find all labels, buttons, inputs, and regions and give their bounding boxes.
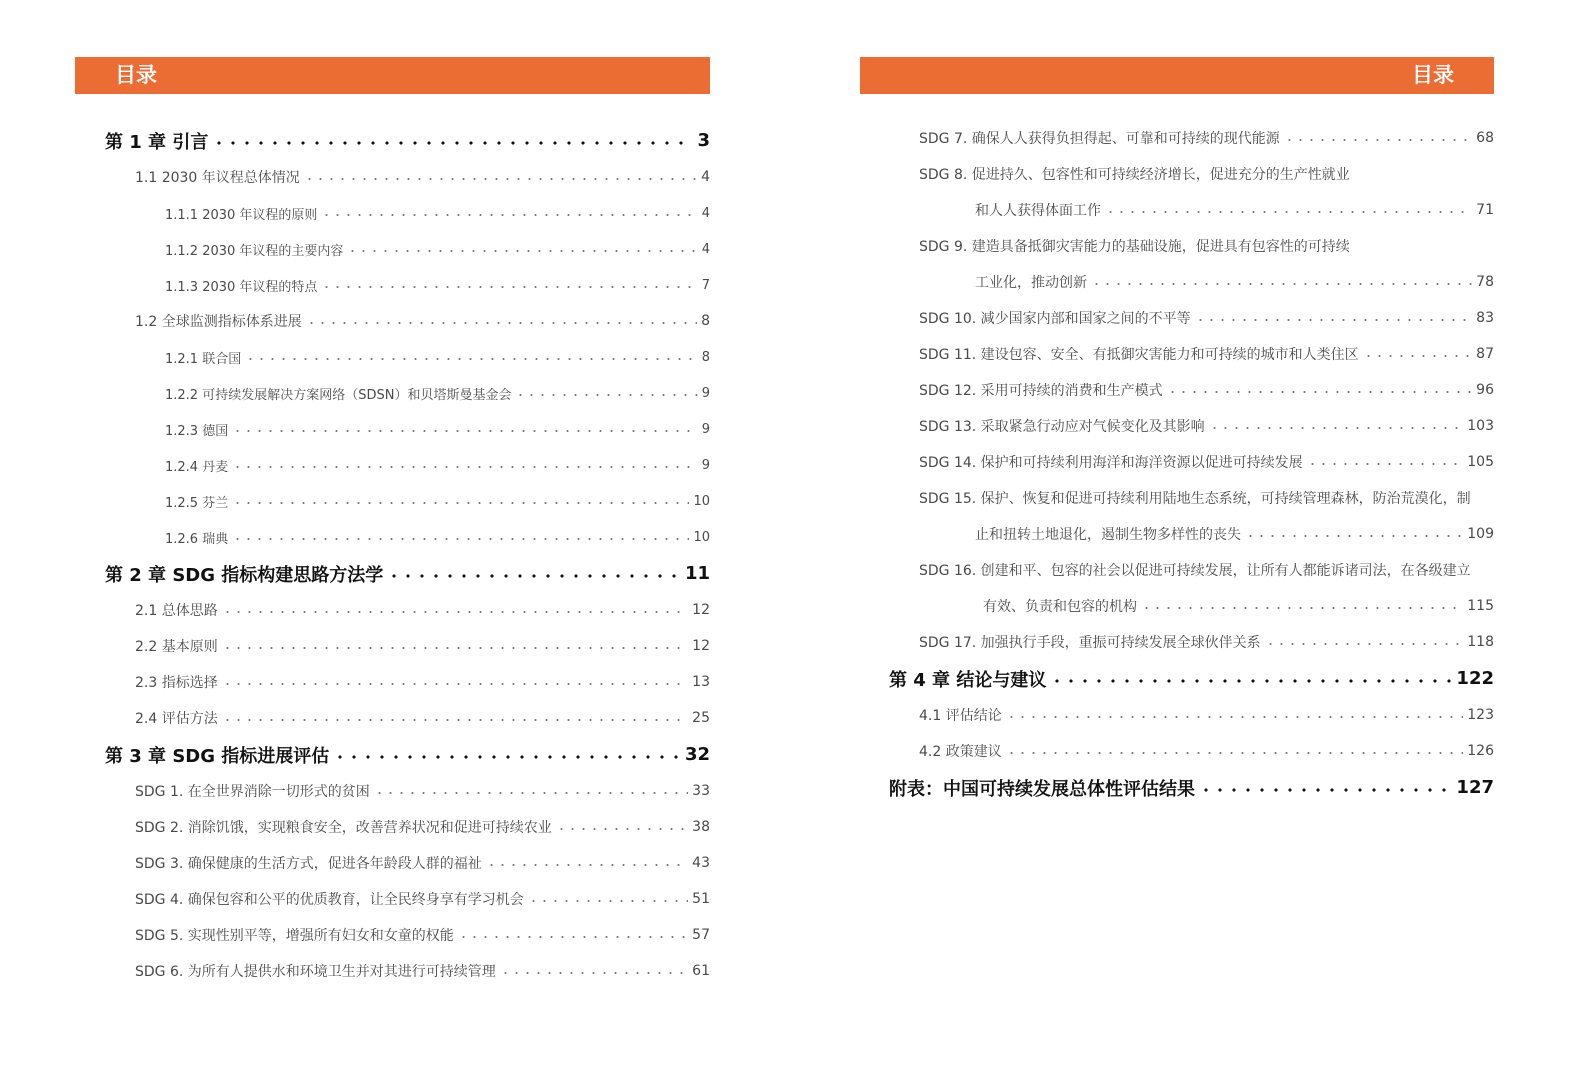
- toc-entry[interactable]: [889, 697, 1494, 733]
- toc-entry[interactable]: [105, 628, 710, 664]
- toc-entry[interactable]: [889, 733, 1494, 769]
- toc-page-number: 38: [692, 819, 710, 835]
- toc-entry-title: 有效、负责和包容的机构: [983, 599, 1137, 615]
- dot-leader: [1091, 282, 1472, 286]
- toc-entry-title: 1.1 2030 年议程总体情况: [135, 170, 300, 186]
- toc-page-number: 87: [1476, 346, 1494, 362]
- dot-leader: [232, 501, 689, 505]
- toc-page-number: 11: [684, 563, 710, 584]
- toc-entry[interactable]: [105, 953, 710, 989]
- dot-leader: [1006, 751, 1464, 755]
- dot-leader: [222, 682, 688, 686]
- dot-leader: [528, 899, 688, 903]
- toc-page-number: 9: [701, 421, 710, 437]
- toc-page-number: 3: [697, 130, 710, 151]
- toc-entry[interactable]: [105, 375, 710, 411]
- toc-entry[interactable]: [889, 264, 1494, 300]
- toc-page-number: 4: [701, 241, 710, 257]
- toc-entry[interactable]: [889, 480, 1494, 516]
- toc-page-number: 78: [1476, 274, 1494, 290]
- toc-title-right: 目录: [1412, 63, 1454, 87]
- dot-leader: [321, 213, 697, 217]
- toc-entry[interactable]: [105, 267, 710, 303]
- toc-entry-title: SDG 14. 保护和可持续利用海洋和海洋资源以促进可持续发展: [919, 455, 1303, 471]
- toc-entry[interactable]: [105, 519, 710, 555]
- toc-entry-title: SDG 11. 建设包容、安全、有抵御灾害能力和可持续的城市和人类住区: [919, 347, 1359, 363]
- toc-entry-title: SDG 12. 采用可持续的消费和生产模式: [919, 383, 1163, 399]
- toc-page-number: 109: [1467, 526, 1494, 542]
- toc-entry[interactable]: [105, 195, 710, 231]
- toc-entry[interactable]: [889, 228, 1494, 264]
- toc-entry-title: 2.1 总体思路: [135, 603, 218, 619]
- toc-entry-title: SDG 8. 促进持久、包容性和可持续经济增长，促进充分的生产性就业: [919, 167, 1350, 183]
- toc-entry-title: 2.2 基本原则: [135, 639, 218, 655]
- toc-entry[interactable]: [105, 231, 710, 267]
- toc-entry-title: 附表：中国可持续发展总体性评估结果: [889, 778, 1195, 800]
- dot-leader: [304, 177, 697, 181]
- toc-entry-title: 2.4 评估方法: [135, 711, 218, 727]
- toc-entry[interactable]: [889, 192, 1494, 228]
- toc-left-column: [105, 122, 710, 989]
- dot-leader: [458, 935, 688, 939]
- dot-leader: [1363, 354, 1472, 358]
- toc-entry[interactable]: [889, 588, 1494, 624]
- toc-entry[interactable]: [105, 773, 710, 809]
- dot-leader: [1105, 210, 1472, 214]
- toc-chapter-entry[interactable]: [105, 555, 710, 592]
- toc-entry-title: 1.2.5 芬兰: [165, 495, 229, 511]
- dot-leader: [347, 249, 697, 253]
- dot-leader: [500, 971, 688, 975]
- toc-page-number: 4: [701, 169, 710, 185]
- dot-leader: [1265, 642, 1464, 646]
- toc-entry-title: 1.2 全球监测指标体系进展: [135, 314, 302, 330]
- toc-entry[interactable]: [105, 339, 710, 375]
- toc-entry[interactable]: [105, 159, 710, 195]
- toc-entry[interactable]: [105, 447, 710, 483]
- dot-leader: [1245, 534, 1463, 538]
- toc-page-number: 57: [692, 927, 710, 943]
- toc-entry[interactable]: [105, 592, 710, 628]
- toc-header-left: [75, 57, 710, 94]
- dot-leader: [387, 574, 681, 578]
- dot-leader: [1167, 390, 1472, 394]
- toc-entry-title: 工业化，推动创新: [975, 275, 1087, 291]
- toc-entry-title: 和人人获得体面工作: [975, 203, 1101, 219]
- toc-entry-title: SDG 10. 减少国家内部和国家之间的不平等: [919, 311, 1191, 327]
- toc-page-number: 10: [693, 493, 710, 509]
- toc-page-number: 8: [701, 313, 710, 329]
- dot-leader: [1209, 426, 1464, 430]
- toc-entry[interactable]: [105, 881, 710, 917]
- toc-entry[interactable]: [105, 700, 710, 736]
- toc-chapter-entry[interactable]: [105, 122, 710, 159]
- toc-chapter-entry[interactable]: [889, 769, 1494, 806]
- toc-entry[interactable]: [889, 552, 1494, 588]
- toc-entry[interactable]: [105, 809, 710, 845]
- toc-entry[interactable]: [889, 300, 1494, 336]
- dot-leader: [222, 646, 688, 650]
- toc-entry-title: 1.1.1 2030 年议程的原则: [165, 207, 318, 223]
- toc-page-number: 96: [1476, 382, 1494, 398]
- toc-page-number: 122: [1456, 668, 1494, 689]
- dot-leader: [515, 393, 697, 397]
- toc-page-number: 123: [1467, 707, 1494, 723]
- dot-leader: [306, 321, 697, 325]
- dot-leader: [1050, 679, 1452, 683]
- toc-page-number: 103: [1467, 418, 1494, 434]
- toc-page-number: 12: [692, 602, 710, 618]
- toc-entry-title: 1.1.2 2030 年议程的主要内容: [165, 243, 344, 259]
- dot-leader: [1307, 462, 1464, 466]
- dot-leader: [232, 465, 698, 469]
- toc-entry[interactable]: [889, 408, 1494, 444]
- toc-entry[interactable]: [889, 444, 1494, 480]
- toc-entry-title: SDG 7. 确保人人获得负担得起、可靠和可持续的现代能源: [919, 131, 1280, 147]
- toc-page-number: 8: [701, 349, 710, 365]
- toc-entry[interactable]: [105, 917, 710, 953]
- dot-leader: [321, 285, 697, 289]
- dot-leader: [245, 357, 698, 361]
- toc-entry[interactable]: [105, 664, 710, 700]
- dot-leader: [333, 755, 681, 759]
- toc-entry-title: SDG 15. 保护、恢复和促进可持续利用陆地生态系统，可持续管理森林，防治荒漠化，制: [919, 491, 1471, 507]
- toc-entry-title: 4.2 政策建议: [919, 744, 1002, 760]
- toc-page-number: 25: [692, 710, 710, 726]
- toc-entry-title: 止和扭转土地退化，遏制生物多样性的丧失: [975, 527, 1241, 543]
- toc-page-number: 68: [1476, 130, 1494, 146]
- toc-page-number: 118: [1467, 634, 1494, 650]
- toc-page-number: 126: [1467, 743, 1494, 759]
- toc-entry[interactable]: [889, 624, 1494, 660]
- toc-title-left: 目录: [115, 63, 157, 87]
- dot-leader: [556, 827, 688, 831]
- toc-page-number: 9: [701, 457, 710, 473]
- toc-page-number: 33: [692, 783, 710, 799]
- toc-entry-title: SDG 13. 采取紧急行动应对气候变化及其影响: [919, 419, 1205, 435]
- toc-page-number: 115: [1467, 598, 1494, 614]
- toc-page-number: 127: [1456, 777, 1494, 798]
- dot-leader: [232, 429, 698, 433]
- dot-leader: [232, 537, 689, 541]
- dot-leader: [486, 863, 688, 867]
- toc-header-right: [860, 57, 1494, 94]
- dot-leader: [222, 610, 688, 614]
- toc-entry[interactable]: [889, 120, 1494, 156]
- toc-entry-title: 第 4 章 结论与建议: [889, 669, 1047, 691]
- toc-entry[interactable]: [105, 483, 710, 519]
- toc-chapter-entry[interactable]: [889, 660, 1494, 697]
- toc-page-number: 4: [701, 205, 710, 221]
- toc-entry-title: 第 2 章 SDG 指标构建思路方法学: [105, 564, 384, 586]
- toc-page-number: 61: [692, 963, 710, 979]
- toc-entry[interactable]: [889, 156, 1494, 192]
- dot-leader: [1195, 318, 1472, 322]
- toc-page-number: 32: [684, 744, 710, 765]
- toc-page-number: 9: [701, 385, 710, 401]
- toc-page-number: 105: [1467, 454, 1494, 470]
- dot-leader: [1141, 606, 1463, 610]
- dot-leader: [374, 791, 688, 795]
- toc-entry-title: SDG 4. 确保包容和公平的优质教育，让全民终身享有学习机会: [135, 892, 524, 908]
- dot-leader: [1284, 138, 1472, 142]
- toc-page-number: 10: [693, 529, 710, 545]
- toc-entry[interactable]: [105, 303, 710, 339]
- dot-leader: [212, 141, 693, 145]
- toc-entry-title: SDG 17. 加强执行手段，重振可持续发展全球伙伴关系: [919, 635, 1261, 651]
- toc-page-number: 12: [692, 638, 710, 654]
- toc-entry[interactable]: [105, 845, 710, 881]
- toc-entry[interactable]: [889, 516, 1494, 552]
- toc-right-column: [889, 120, 1494, 806]
- toc-page-number: 43: [692, 855, 710, 871]
- toc-entry-title: 4.1 评估结论: [919, 708, 1002, 724]
- toc-entry-title: SDG 16. 创建和平、包容的社会以促进可持续发展，让所有人都能诉诸司法，在各级建立: [919, 563, 1471, 579]
- toc-entry-title: SDG 2. 消除饥饿，实现粮食安全，改善营养状况和促进可持续农业: [135, 820, 552, 836]
- toc-entry-title: SDG 9. 建造具备抵御灾害能力的基础设施，促进具有包容性的可持续: [919, 239, 1350, 255]
- toc-entry[interactable]: [105, 411, 710, 447]
- toc-entry-title: SDG 1. 在全世界消除一切形式的贫困: [135, 784, 370, 800]
- dot-leader: [1006, 715, 1464, 719]
- toc-entry-title: 2.3 指标选择: [135, 675, 218, 691]
- toc-entry-title: 第 1 章 引言: [105, 131, 209, 153]
- toc-entry-title: 1.1.3 2030 年议程的特点: [165, 279, 318, 295]
- toc-entry-title: 1.2.2 可持续发展解决方案网络（SDSN）和贝塔斯曼基金会: [165, 387, 512, 403]
- toc-page-number: 7: [701, 277, 710, 293]
- toc-entry-title: 1.2.3 德国: [165, 423, 229, 439]
- toc-page-number: 71: [1476, 202, 1494, 218]
- dot-leader: [1199, 788, 1452, 792]
- toc-entry-title: 1.2.6 瑞典: [165, 531, 229, 547]
- toc-entry[interactable]: [889, 336, 1494, 372]
- toc-page-number: 51: [692, 891, 710, 907]
- toc-entry-title: 第 3 章 SDG 指标进展评估: [105, 745, 330, 767]
- toc-page-number: 13: [692, 674, 710, 690]
- toc-entry-title: SDG 6. 为所有人提供水和环境卫生并对其进行可持续管理: [135, 964, 496, 980]
- toc-entry-title: 1.2.4 丹麦: [165, 459, 229, 475]
- toc-entry-title: SDG 5. 实现性别平等，增强所有妇女和女童的权能: [135, 928, 454, 944]
- toc-chapter-entry[interactable]: [105, 736, 710, 773]
- toc-entry-title: SDG 3. 确保健康的生活方式，促进各年龄段人群的福祉: [135, 856, 482, 872]
- dot-leader: [222, 718, 688, 722]
- toc-page-number: 83: [1476, 310, 1494, 326]
- toc-entry-title: 1.2.1 联合国: [165, 351, 242, 367]
- toc-entry[interactable]: [889, 372, 1494, 408]
